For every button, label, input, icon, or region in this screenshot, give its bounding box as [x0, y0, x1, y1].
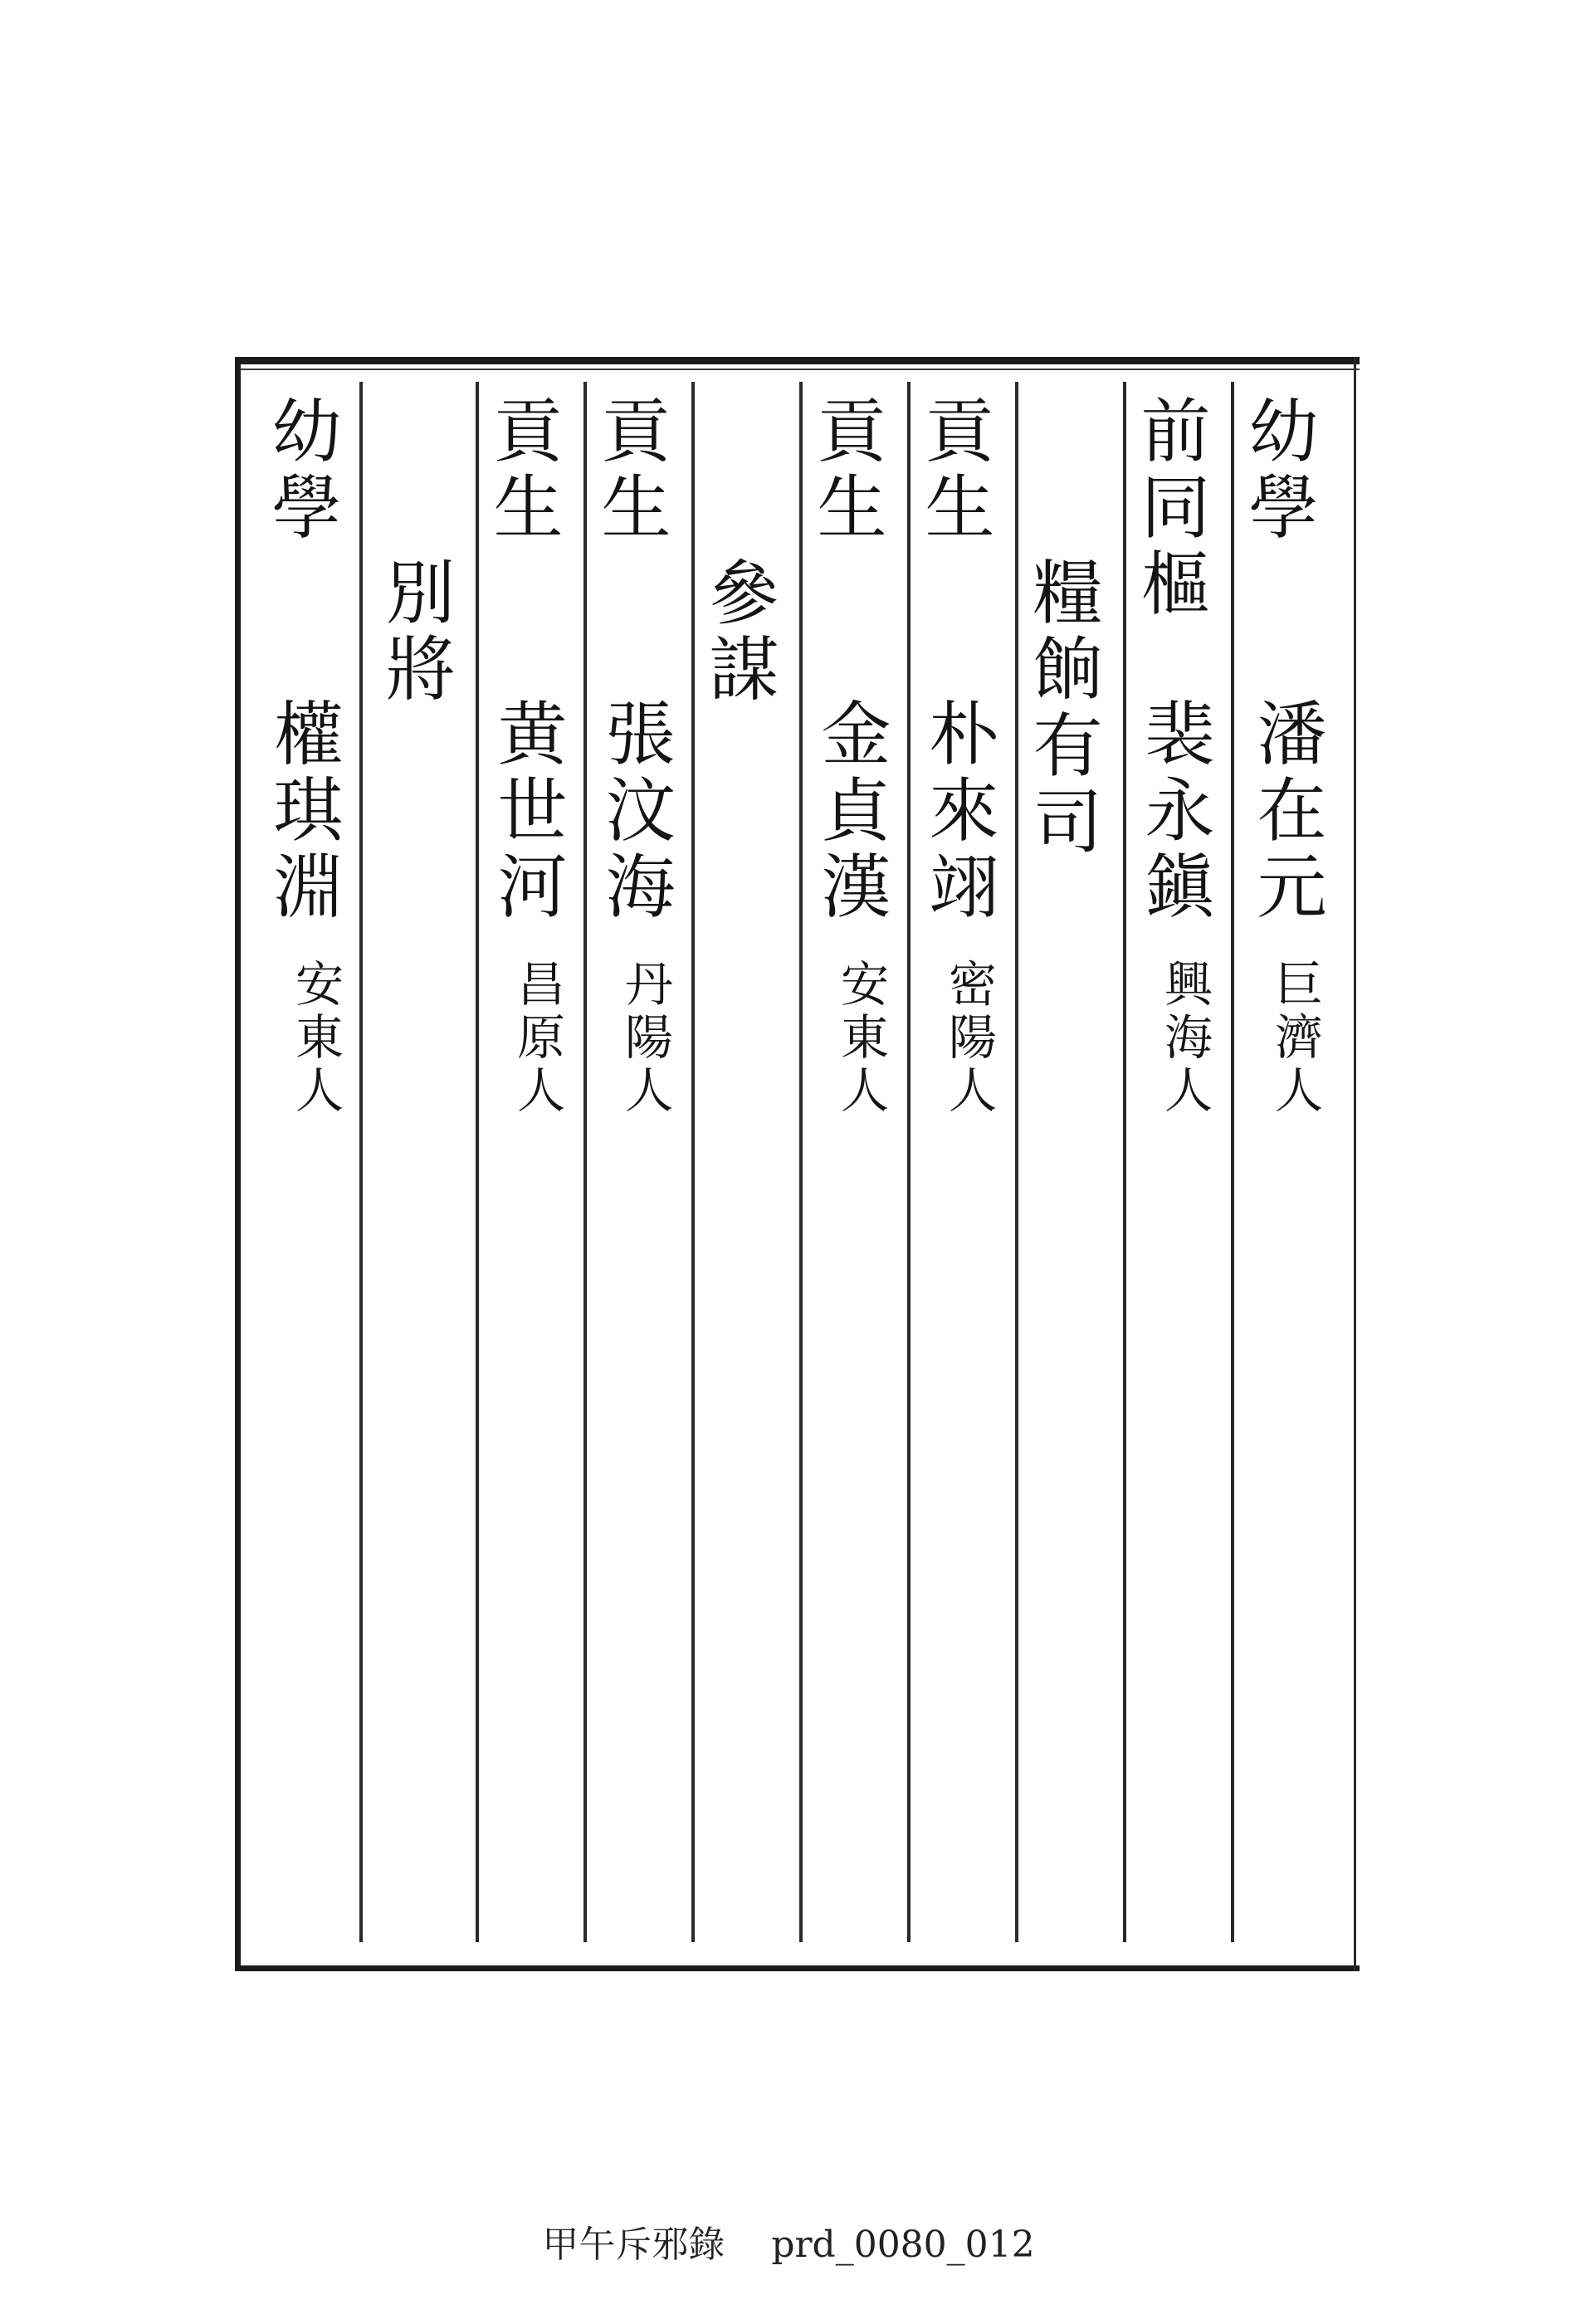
entry-column [486, 697, 568, 926]
entry-name: 朴來翊 [918, 697, 999, 926]
section-heading-column [698, 556, 779, 709]
entry-origin: 密陽人 [940, 959, 997, 1118]
section-heading-column [1022, 556, 1103, 862]
entry-column [287, 959, 344, 1118]
entry-origin: 昌原人 [509, 959, 565, 1118]
column-rule [691, 382, 695, 1942]
entry-column [509, 959, 565, 1118]
frame-left-border [235, 357, 241, 1971]
entry-origin: 安東人 [287, 959, 344, 1118]
page-caption [0, 2214, 1577, 2268]
column-rule [1231, 382, 1234, 1942]
entry-column [594, 697, 676, 926]
frame-top-border [235, 357, 1360, 364]
entry-origin: 巨濟人 [1267, 959, 1323, 1118]
column-rule [476, 382, 479, 1942]
entry-column [1267, 959, 1323, 1118]
entry-name: 權琪淵 [262, 697, 344, 926]
entry-column [918, 697, 999, 926]
entry-name: 裴永鎭 [1134, 697, 1215, 926]
entry-column [1130, 394, 1211, 623]
entry-role: 貢生 [590, 394, 671, 547]
entry-name: 黄世河 [486, 697, 568, 926]
entry-origin: 安東人 [832, 959, 889, 1118]
entry-name: 張汶海 [594, 697, 676, 926]
entry-column [810, 697, 891, 926]
column-rule [907, 382, 911, 1942]
entry-role: 幼學 [1238, 394, 1319, 547]
entry-column [1134, 697, 1215, 926]
frame-top-inner-line [235, 369, 1360, 370]
entry-column [482, 394, 564, 547]
printed-frame [235, 357, 1360, 1971]
entry-origin: 興海人 [1156, 959, 1213, 1118]
entry-column [832, 959, 889, 1118]
entry-name: 金貞漢 [810, 697, 891, 926]
entry-column [617, 959, 673, 1118]
entry-column [1238, 394, 1319, 547]
entry-role: 前同樞 [1130, 394, 1211, 623]
frame-right-border [1354, 357, 1356, 1971]
entry-column [940, 959, 997, 1118]
entry-column [261, 394, 342, 547]
caption-code: prd_0080_012 [771, 2224, 1035, 2266]
entry-column [1156, 959, 1213, 1118]
entry-role: 貢生 [806, 394, 887, 547]
entry-column [590, 394, 671, 547]
entry-role: 貢生 [482, 394, 564, 547]
entry-name: 潘在元 [1246, 697, 1327, 926]
section-heading-column [374, 556, 456, 709]
column-rule [1015, 382, 1018, 1942]
entry-role: 貢生 [914, 394, 995, 547]
section-heading: 參謀 [698, 556, 779, 709]
entry-column [914, 394, 995, 547]
caption-title: 甲午斥邪錄 [542, 2224, 725, 2266]
column-rule [1123, 382, 1126, 1942]
section-heading: 別將 [374, 556, 456, 709]
entry-role: 幼學 [261, 394, 342, 547]
section-heading: 糧餉有司 [1022, 556, 1103, 862]
column-rule [583, 382, 587, 1942]
column-rule [799, 382, 803, 1942]
entry-column [1246, 697, 1327, 926]
entry-column [806, 394, 887, 547]
entry-origin: 丹陽人 [617, 959, 673, 1118]
entry-column [262, 697, 344, 926]
column-rule [359, 382, 363, 1942]
frame-bottom-border [235, 1965, 1360, 1971]
